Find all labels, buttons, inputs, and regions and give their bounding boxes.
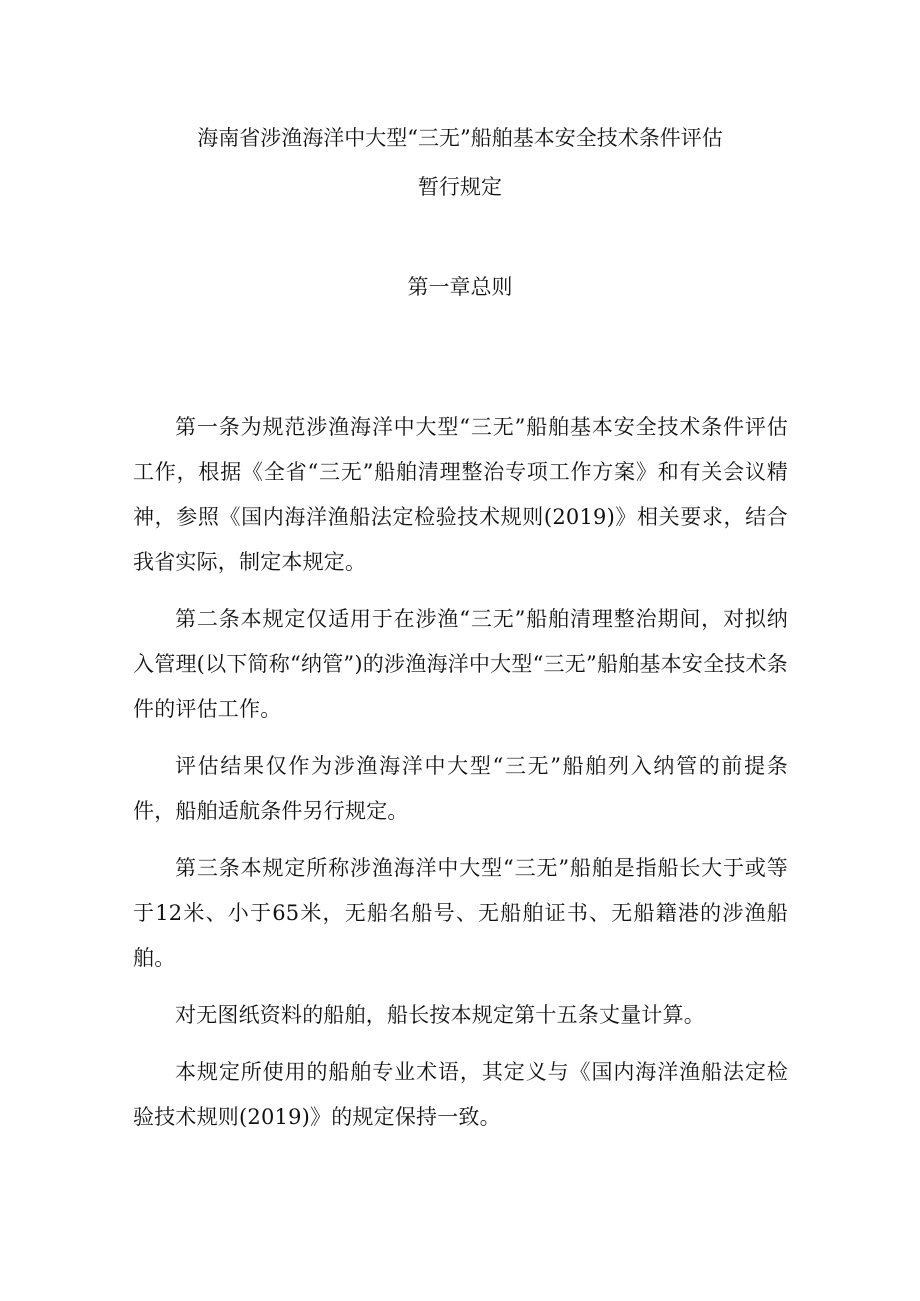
paragraph-article-3: 第三条本规定所称涉渔海洋中大型“三无”船舶是指船长大于或等于12米、小于65米，无船名船号、无船舶证书、无船籍港的涉渔船舶。 [133, 856, 788, 970]
document-title-line-2: 暂行规定 [418, 175, 502, 199]
paragraph-terminology-note: 本规定所使用的船舶专业术语，其定义与《国内海洋渔船法定检验技术规则(2019)》的规定保持一致。 [133, 1060, 788, 1129]
paragraph-article-2: 第二条本规定仅适用于在涉渔“三无”船舶清理整治期间，对拟纳入管理(以下简称“纳管”)的涉渔海洋中大型“三无”船舶基本安全技术条件的评估工作。 [133, 607, 788, 721]
paragraph-ship-length-note: 对无图纸资料的船舶，船长按本规定第十五条丈量计算。 [175, 1003, 705, 1027]
document-body [133, 405, 788, 1140]
chapter-heading: 第一章总则 [407, 275, 513, 299]
paragraph-assessment-note: 评估结果仅作为涉渔海洋中大型“三无”船舶列入纳管的前提条件，船舶适航条件另行规定。 [133, 754, 788, 823]
paragraph-article-1: 第一条为规范涉渔海洋中大型“三无”船舶基本安全技术条件评估工作，根据《全省“三无”船舶清理整治专项工作方案》和有关会议精神，参照《国内海洋渔船法定检验技术规则(2019)》相关要求，结合我省实际，制定本规定。 [133, 415, 788, 574]
document-title-line-1: 海南省涉渔海洋中大型“三无”船舶基本安全技术条件评估 [197, 126, 723, 150]
